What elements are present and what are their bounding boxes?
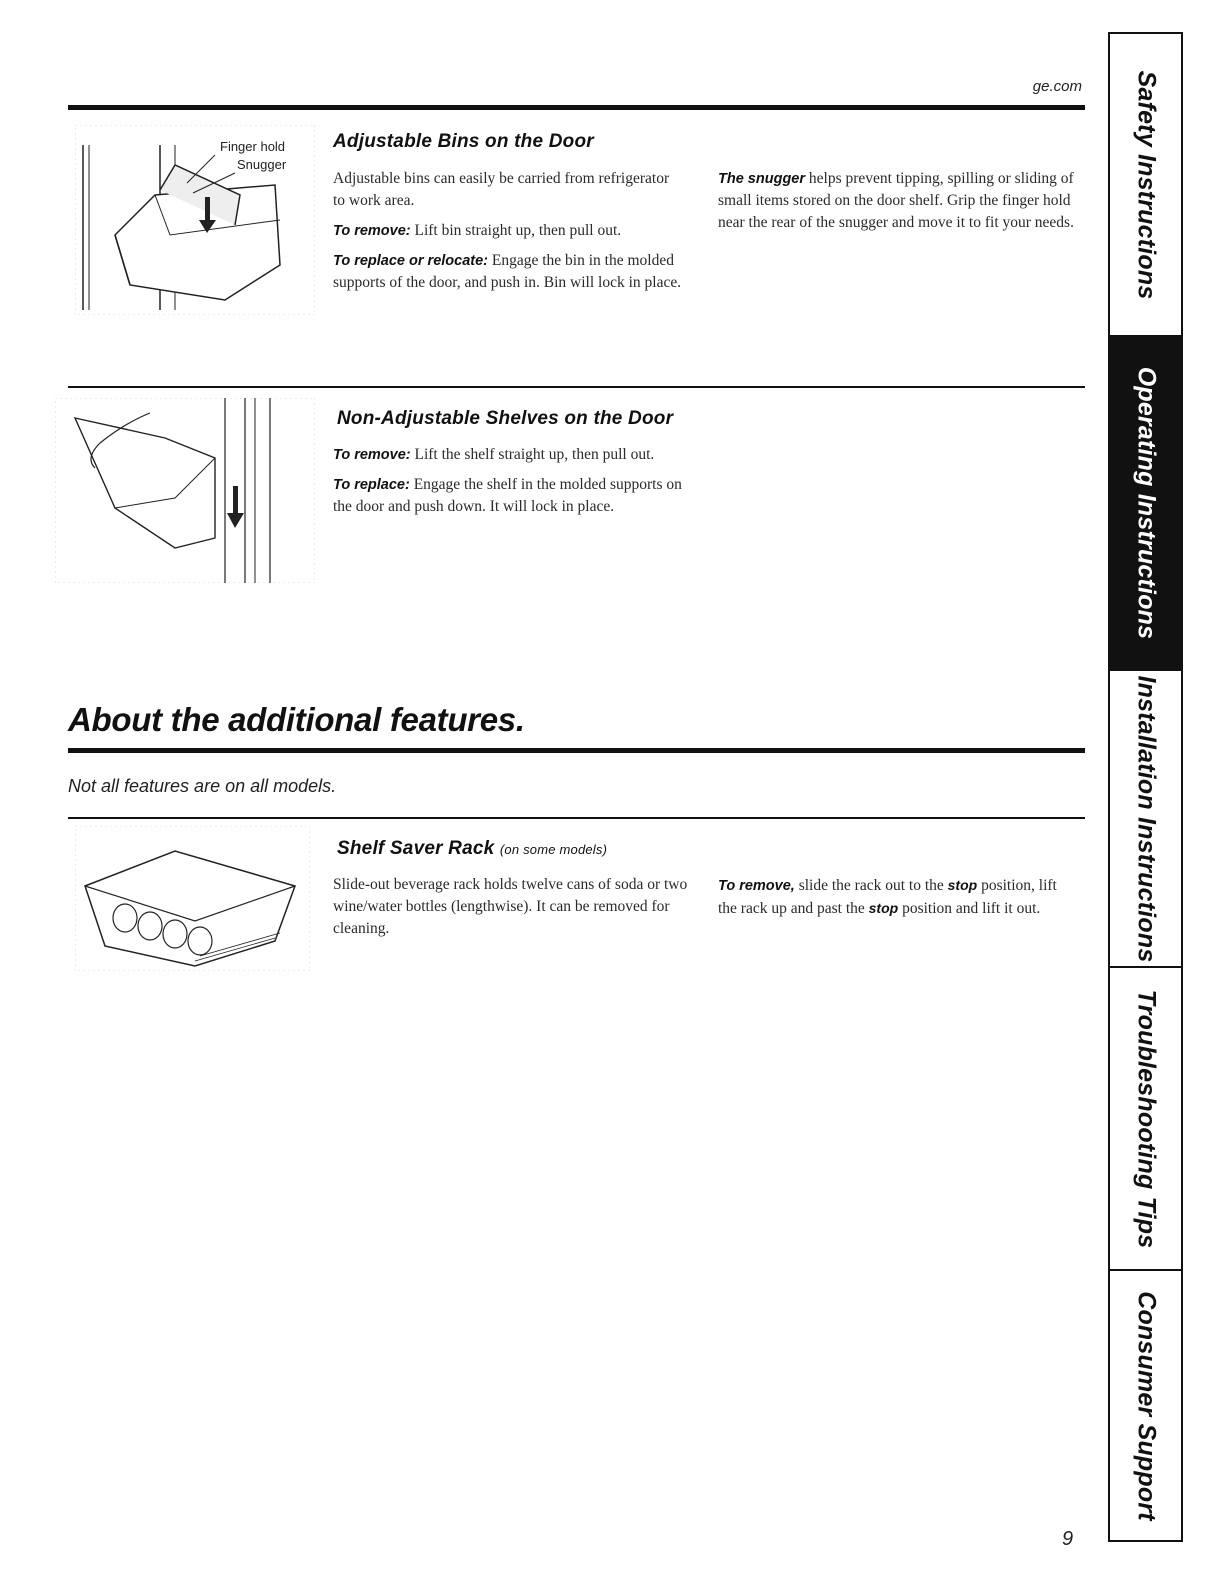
additional-features-heading: About the additional features. bbox=[68, 701, 525, 738]
stop-emphasis-2: stop bbox=[868, 900, 899, 916]
snugger-text: helps prevent tipping, spilling or sliding of small items stored on the door shelf. Grip the finger hold near the rear of the snugger and move it to fit your needs. bbox=[718, 170, 1074, 231]
rack-title-note: (on some models) bbox=[499, 842, 608, 857]
section-tabs bbox=[1108, 32, 1183, 1542]
snugger-label: Snugger bbox=[237, 157, 287, 172]
header-rule bbox=[68, 105, 1085, 110]
bins-replace-lead: To replace or relocate: bbox=[333, 253, 488, 269]
tab-safety-instructions[interactable] bbox=[1110, 34, 1181, 337]
additional-subtitle: Not all features are on all models. bbox=[68, 776, 337, 796]
shelf-saver-rack-illustration bbox=[75, 826, 310, 971]
tab-label: Consumer Support bbox=[1132, 1290, 1160, 1521]
tab-label: Troubleshooting Tips bbox=[1132, 989, 1160, 1248]
tab-label: Safety Instructions bbox=[1132, 70, 1160, 299]
section-rule-2 bbox=[68, 817, 1085, 819]
bins-text-column bbox=[333, 168, 703, 294]
door-shelf-illustration bbox=[55, 398, 315, 583]
bins-title: Adjustable Bins on the Door bbox=[333, 131, 594, 152]
additional-rule bbox=[68, 748, 1085, 753]
snugger-text-column bbox=[718, 168, 1080, 234]
rack-title bbox=[337, 838, 607, 860]
rack-remove-text-b: position, lift the rack up and past the bbox=[718, 877, 1057, 917]
rack-drawing bbox=[75, 826, 310, 971]
rack-text-column bbox=[333, 874, 703, 940]
bins-remove-text: Lift bin straight up, then pull out. bbox=[410, 222, 622, 239]
adjustable-bin-illustration bbox=[75, 125, 315, 315]
rack-remove-paragraph bbox=[718, 874, 1063, 920]
bins-replace-paragraph bbox=[333, 250, 703, 294]
rack-intro: Slide-out beverage rack holds twelve cans of soda or two wine/water bottles (lengthwise). It can be removed for cleaning. bbox=[333, 876, 688, 937]
tab-label: Operating Instructions bbox=[1132, 366, 1160, 640]
rack-remove-column bbox=[718, 874, 1063, 920]
shelves-remove-text: Lift the shelf straight up, then pull out. bbox=[410, 446, 655, 463]
shelves-replace-lead: To replace: bbox=[333, 477, 410, 493]
rack-remove-text-a: slide the rack out to the bbox=[794, 877, 948, 894]
bins-remove-lead: To remove: bbox=[333, 223, 411, 239]
shelves-replace-paragraph bbox=[333, 474, 693, 518]
bins-remove-paragraph bbox=[333, 220, 633, 242]
shelves-replace-text: Engage the shelf in the molded supports on the door and push down. It will lock in place. bbox=[333, 476, 682, 515]
rack-remove-lead: To remove, bbox=[718, 878, 795, 894]
stop-emphasis-1: stop bbox=[947, 877, 978, 893]
tab-installation-instructions[interactable] bbox=[1110, 671, 1181, 968]
shelves-remove-paragraph bbox=[333, 444, 673, 466]
shelf-drawing bbox=[55, 398, 315, 583]
shelves-title: Non-Adjustable Shelves on the Door bbox=[337, 408, 674, 429]
tab-label: Installation Instructions bbox=[1132, 675, 1160, 962]
page-number: 9 bbox=[1062, 1528, 1074, 1550]
rack-remove-text-c: position and lift it out. bbox=[898, 900, 1041, 917]
finger-hold-label: Finger hold bbox=[220, 139, 286, 154]
tab-troubleshooting-tips[interactable] bbox=[1110, 968, 1181, 1271]
bins-intro: Adjustable bins can easily be carried from refrigerator to work area. bbox=[333, 170, 670, 209]
tab-consumer-support[interactable] bbox=[1110, 1271, 1181, 1540]
site-url: ge.com bbox=[1032, 78, 1082, 95]
rack-title-text: Shelf Saver Rack bbox=[337, 838, 495, 859]
bins-replace-text: Engage the bin in the molded supports of the door, and push in. Bin will lock in place. bbox=[333, 252, 682, 291]
section-rule-1 bbox=[68, 386, 1085, 388]
shelves-remove-lead: To remove: bbox=[333, 447, 411, 463]
snugger-lead: The snugger bbox=[718, 171, 806, 187]
tab-operating-instructions[interactable] bbox=[1110, 337, 1181, 671]
shelves-text-column bbox=[333, 444, 693, 518]
snugger-paragraph bbox=[718, 168, 1080, 234]
